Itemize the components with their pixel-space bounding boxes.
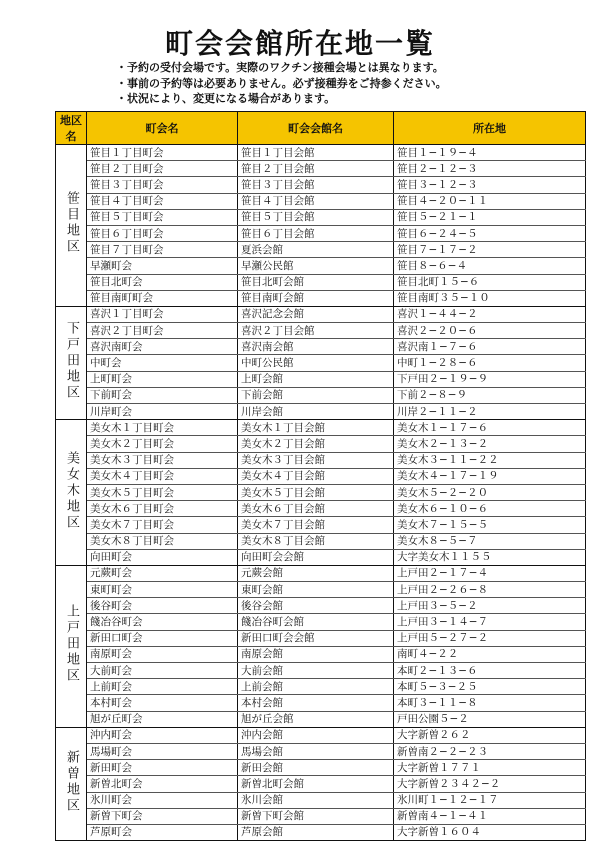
hall-name-cell: 下前会館: [238, 387, 394, 403]
hall-name-cell: 笹目１丁目会館: [238, 145, 394, 161]
address-cell: 美女木１−１７−６: [394, 420, 586, 436]
town-association-cell: 新田口町会: [87, 630, 238, 646]
town-association-cell: 笹目７丁目町会: [87, 242, 238, 258]
address-cell: 新曽南２−２−２３: [394, 743, 586, 759]
table-row: [56, 225, 586, 241]
town-association-cell: 笹目南町町会: [87, 290, 238, 306]
town-association-cell: 喜沢１丁目町会: [87, 306, 238, 322]
table-row: [56, 711, 586, 727]
town-association-cell: 美女木４丁目町会: [87, 468, 238, 484]
hall-name-cell: 笹目５丁目会館: [238, 209, 394, 225]
hall-name-cell: 美女木６丁目会館: [238, 501, 394, 517]
address-cell: 美女木３−１１−２２: [394, 452, 586, 468]
hall-name-cell: 美女木２丁目会館: [238, 436, 394, 452]
town-association-cell: 美女木２丁目町会: [87, 436, 238, 452]
town-association-cell: 笹目４丁目町会: [87, 193, 238, 209]
town-association-cell: 芦原町会: [87, 824, 238, 840]
district-cell: [56, 145, 87, 307]
town-association-cell: 美女木６丁目町会: [87, 501, 238, 517]
hall-name-cell: 大前会館: [238, 663, 394, 679]
town-association-cell: 美女木７丁目町会: [87, 517, 238, 533]
table-row: [56, 468, 586, 484]
town-association-cell: 喜沢２丁目町会: [87, 323, 238, 339]
town-association-cell: 本村町会: [87, 695, 238, 711]
table-row: [56, 145, 586, 161]
address-cell: 笹目８−６−４: [394, 258, 586, 274]
address-cell: 笹目３−１２−３: [394, 177, 586, 193]
table-row: [56, 549, 586, 565]
table-row: [56, 209, 586, 225]
address-cell: 美女木７−１５−５: [394, 517, 586, 533]
table-row: [56, 808, 586, 824]
address-cell: 中町１−２８−６: [394, 355, 586, 371]
hall-name-cell: 馬場会館: [238, 743, 394, 759]
table-row: [56, 776, 586, 792]
address-cell: 笹目７−１７−２: [394, 242, 586, 258]
address-cell: 新曽南４−１−４１: [394, 808, 586, 824]
note-item: ・事前の予約等は必要ありません。必ず接種券をご持参ください。: [116, 76, 447, 90]
hall-name-cell: 氷川会館: [238, 792, 394, 808]
address-cell: 喜沢１−４４−２: [394, 306, 586, 322]
address-cell: 笹目北町１５−６: [394, 274, 586, 290]
hall-name-cell: 美女木４丁目会館: [238, 468, 394, 484]
hall-name-cell: 笹目４丁目会館: [238, 193, 394, 209]
address-cell: 大字美女木１１５５: [394, 549, 586, 565]
town-association-cell: 笹目６丁目町会: [87, 225, 238, 241]
hall-name-cell: 美女木７丁目会館: [238, 517, 394, 533]
table-row: [56, 306, 586, 322]
hall-name-cell: 新曽下町会館: [238, 808, 394, 824]
table-row: [56, 258, 586, 274]
table-row: [56, 679, 586, 695]
district-name: 美女木地区: [64, 450, 79, 531]
address-cell: 笹目２−１２−３: [394, 161, 586, 177]
hall-name-cell: 笹目６丁目会館: [238, 225, 394, 241]
table-row: [56, 323, 586, 339]
town-association-cell: 上町町会: [87, 371, 238, 387]
address-cell: 上戸田２−２６−８: [394, 582, 586, 598]
hall-name-cell: 美女木３丁目会館: [238, 452, 394, 468]
town-association-cell: 餞冶谷町会: [87, 614, 238, 630]
address-cell: 上戸田２−１７−４: [394, 565, 586, 581]
hall-name-cell: 本村会館: [238, 695, 394, 711]
table-row: [56, 436, 586, 452]
address-cell: 上戸田３−１４−７: [394, 614, 586, 630]
table-row: [56, 290, 586, 306]
header-town-association: 町会名: [87, 112, 238, 145]
table-header-row: [56, 112, 586, 145]
table-row: [56, 646, 586, 662]
address-cell: 大字新曽１６０４: [394, 824, 586, 840]
district-cell: [56, 727, 87, 840]
address-cell: 美女木６−１０−６: [394, 501, 586, 517]
address-cell: 戸田公園５−２: [394, 711, 586, 727]
hall-name-cell: 笹目２丁目会館: [238, 161, 394, 177]
address-cell: 笹目１−１９−４: [394, 145, 586, 161]
hall-name-cell: 新田口町会会館: [238, 630, 394, 646]
table-row: [56, 533, 586, 549]
town-association-cell: 笹目北町会: [87, 274, 238, 290]
table-row: [56, 420, 586, 436]
hall-name-cell: 新曽北町会館: [238, 776, 394, 792]
address-cell: 上戸田３−５−２: [394, 598, 586, 614]
district-name: 上戸田地区: [64, 604, 79, 685]
town-association-cell: 東町町会: [87, 582, 238, 598]
district-cell: [56, 420, 87, 566]
town-association-cell: 後谷町会: [87, 598, 238, 614]
table-row: [56, 242, 586, 258]
hall-name-cell: 中町公民館: [238, 355, 394, 371]
address-cell: 川岸２−１１−２: [394, 404, 586, 420]
hall-name-cell: 笹目南町会館: [238, 290, 394, 306]
hall-name-cell: 沖内会館: [238, 727, 394, 743]
address-cell: 笹目４−２０−１１: [394, 193, 586, 209]
header-address: 所在地: [394, 112, 586, 145]
table-row: [56, 760, 586, 776]
table-row: [56, 614, 586, 630]
town-association-cell: 喜沢南町会: [87, 339, 238, 355]
town-association-cell: 馬場町会: [87, 743, 238, 759]
notes-list: [116, 60, 586, 107]
table-row: [56, 161, 586, 177]
district-name: 下戸田地区: [64, 321, 79, 402]
address-cell: 笹目５−２１−１: [394, 209, 586, 225]
hall-name-cell: 旭が丘会館: [238, 711, 394, 727]
table-row: [56, 484, 586, 500]
hall-name-cell: 美女木８丁目会館: [238, 533, 394, 549]
address-cell: 本町５−３−２５: [394, 679, 586, 695]
town-association-cell: 新曽北町会: [87, 776, 238, 792]
hall-name-cell: 笹目北町会館: [238, 274, 394, 290]
address-cell: 笹目６−２４−５: [394, 225, 586, 241]
address-cell: 南町４−２２: [394, 646, 586, 662]
table-body: [56, 145, 586, 841]
town-association-cell: 新曽下町会: [87, 808, 238, 824]
table-row: [56, 663, 586, 679]
page-title: 町会会館所在地一覧: [164, 27, 435, 60]
town-association-cell: 南原町会: [87, 646, 238, 662]
town-association-cell: 向田町会: [87, 549, 238, 565]
header-hall-name: 町会会館名: [238, 112, 394, 145]
address-cell: 下戸田２−１９−９: [394, 371, 586, 387]
town-association-cell: 美女木１丁目町会: [87, 420, 238, 436]
town-hall-table: [55, 111, 586, 841]
town-association-cell: 中町会: [87, 355, 238, 371]
town-association-cell: 笹目１丁目町会: [87, 145, 238, 161]
address-cell: 美女木８−５−７: [394, 533, 586, 549]
address-cell: 本町３−１１−８: [394, 695, 586, 711]
table-row: [56, 404, 586, 420]
address-cell: 氷川町１−１２−１７: [394, 792, 586, 808]
address-cell: 大字新曽２３４２−２: [394, 776, 586, 792]
hall-name-cell: 向田町会会館: [238, 549, 394, 565]
table-row: [56, 565, 586, 581]
hall-name-cell: 夏浜会館: [238, 242, 394, 258]
table-row: [56, 582, 586, 598]
table-row: [56, 339, 586, 355]
address-cell: 美女木５−２−２０: [394, 484, 586, 500]
table-row: [56, 371, 586, 387]
district-cell: [56, 306, 87, 419]
hall-name-cell: 喜沢南会館: [238, 339, 394, 355]
table-row: [56, 452, 586, 468]
hall-name-cell: 芦原会館: [238, 824, 394, 840]
town-association-cell: 笹目３丁目町会: [87, 177, 238, 193]
district-name: 新曽地区: [64, 749, 79, 814]
town-association-cell: 旭が丘町会: [87, 711, 238, 727]
town-association-cell: 元蕨町会: [87, 565, 238, 581]
table-row: [56, 743, 586, 759]
header-district: 地区名: [56, 112, 87, 145]
address-cell: 下前２−８−９: [394, 387, 586, 403]
hall-name-cell: 餞冶谷町会館: [238, 614, 394, 630]
hall-name-cell: 上前会館: [238, 679, 394, 695]
table-row: [56, 630, 586, 646]
address-cell: 喜沢２−２０−６: [394, 323, 586, 339]
note-item: ・予約の受付会場です。実際のワクチン接種会場とは異なります。: [116, 61, 444, 74]
town-association-cell: 下前町会: [87, 387, 238, 403]
hall-name-cell: 早瀬公民館: [238, 258, 394, 274]
hall-name-cell: 喜沢記念会館: [238, 306, 394, 322]
town-association-cell: 大前町会: [87, 663, 238, 679]
table-row: [56, 501, 586, 517]
hall-name-cell: 東町会館: [238, 582, 394, 598]
table-row: [56, 193, 586, 209]
town-association-cell: 美女木３丁目町会: [87, 452, 238, 468]
table-row: [56, 274, 586, 290]
hall-name-cell: 美女木５丁目会館: [238, 484, 394, 500]
hall-name-cell: 美女木１丁目会館: [238, 420, 394, 436]
table-row: [56, 517, 586, 533]
hall-name-cell: 南原会館: [238, 646, 394, 662]
table-row: [56, 355, 586, 371]
table-row: [56, 387, 586, 403]
address-cell: 上戸田５−２７−２: [394, 630, 586, 646]
hall-name-cell: 川岸会館: [238, 404, 394, 420]
note-item: ・状況により、変更になる場合があります。: [116, 92, 336, 105]
address-cell: 喜沢南１−７−６: [394, 339, 586, 355]
district-name: 笹目地区: [64, 191, 79, 256]
town-association-cell: 早瀬町会: [87, 258, 238, 274]
table-row: [56, 177, 586, 193]
table-row: [56, 824, 586, 840]
address-cell: 美女木２−１３−２: [394, 436, 586, 452]
table-row: [56, 792, 586, 808]
address-cell: 大字新曽２６２: [394, 727, 586, 743]
table-row: [56, 727, 586, 743]
table-row: [56, 598, 586, 614]
town-association-cell: 新田町会: [87, 760, 238, 776]
town-association-cell: 沖内町会: [87, 727, 238, 743]
hall-name-cell: 元蕨会館: [238, 565, 394, 581]
district-cell: [56, 565, 87, 727]
address-cell: 笹目南町３５−１０: [394, 290, 586, 306]
hall-name-cell: 笹目３丁目会館: [238, 177, 394, 193]
town-association-cell: 美女木５丁目町会: [87, 484, 238, 500]
hall-name-cell: 新田会館: [238, 760, 394, 776]
town-association-cell: 氷川町会: [87, 792, 238, 808]
table-row: [56, 695, 586, 711]
address-cell: 本町２−１３−６: [394, 663, 586, 679]
town-association-cell: 上前町会: [87, 679, 238, 695]
address-cell: 大字新曽１７７１: [394, 760, 586, 776]
town-association-cell: 笹目５丁目町会: [87, 209, 238, 225]
address-cell: 美女木４−１７−１９: [394, 468, 586, 484]
hall-name-cell: 喜沢２丁目会館: [238, 323, 394, 339]
town-association-cell: 川岸町会: [87, 404, 238, 420]
hall-name-cell: 後谷会館: [238, 598, 394, 614]
town-association-cell: 美女木８丁目町会: [87, 533, 238, 549]
town-association-cell: 笹目２丁目町会: [87, 161, 238, 177]
hall-name-cell: 上町会館: [238, 371, 394, 387]
